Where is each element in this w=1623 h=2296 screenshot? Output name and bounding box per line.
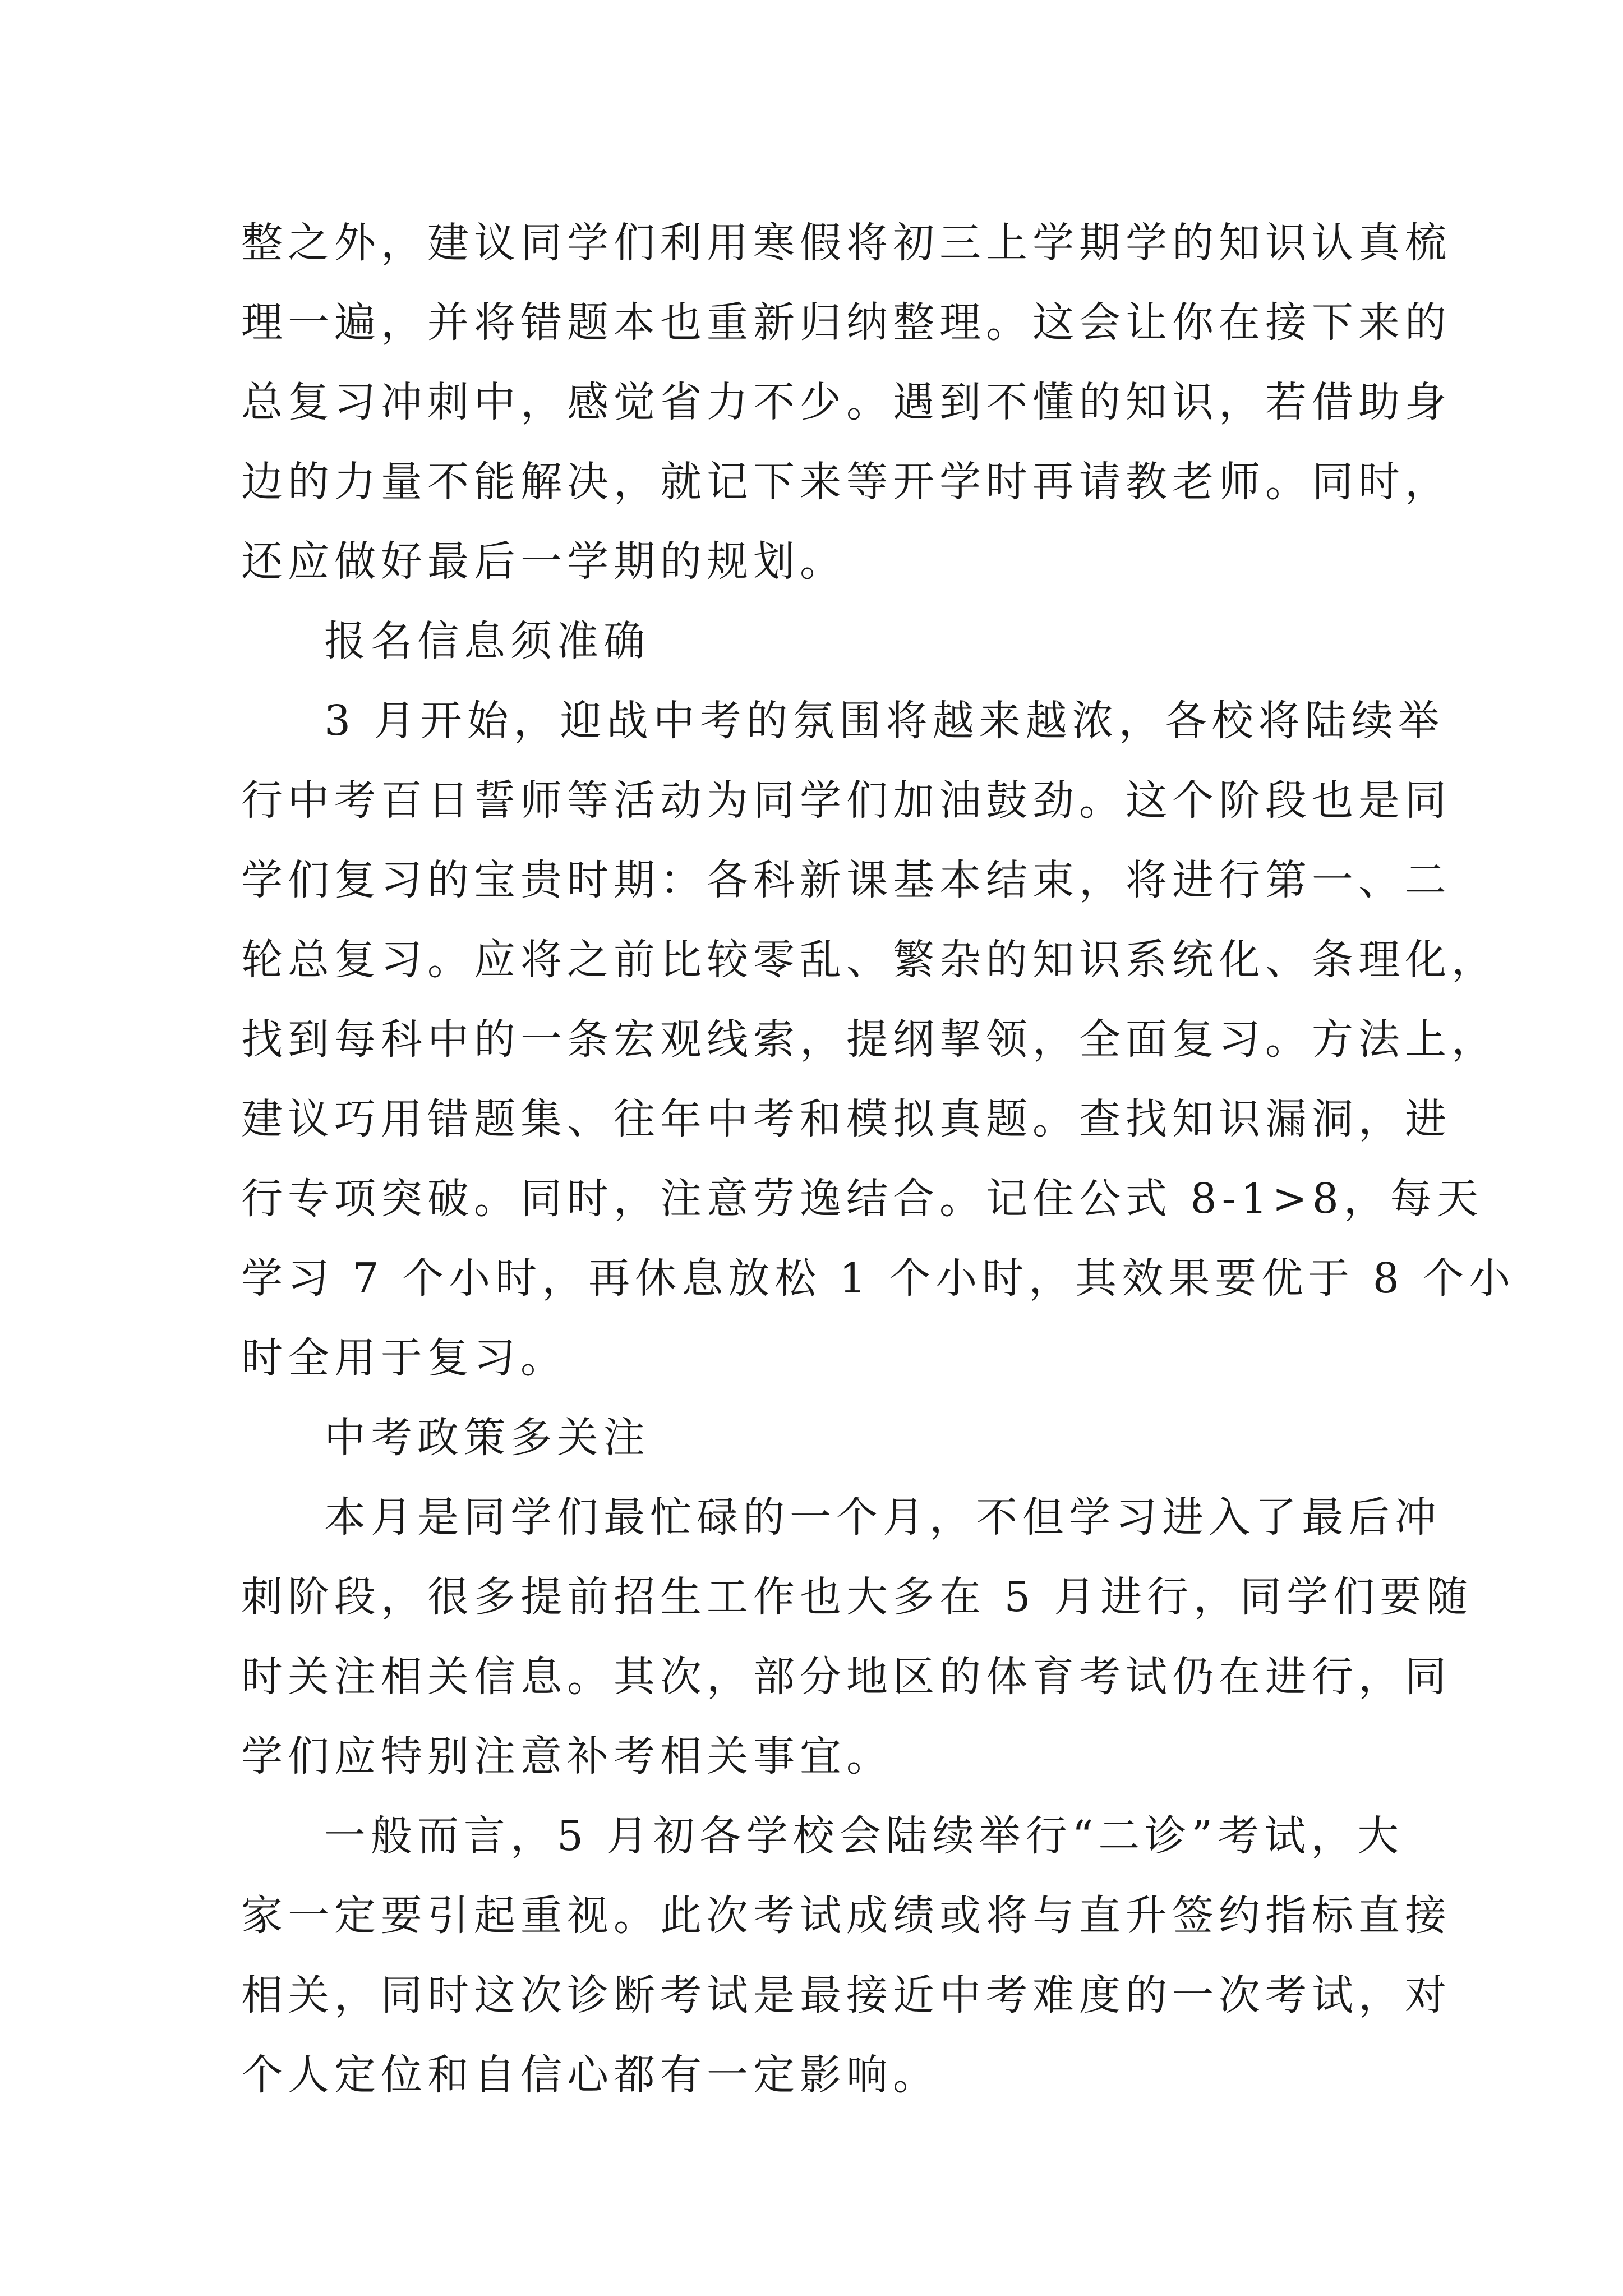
- text-line: 相关，同时这次诊断考试是最接近中考难度的一次考试，对: [241, 1971, 1451, 2019]
- paragraph-second-diagnostic: [241, 1796, 1451, 2115]
- section-heading-policy: [241, 1398, 1396, 1478]
- section-heading-registration: [241, 601, 1396, 681]
- heading-text: 报名信息须准确: [324, 617, 650, 665]
- text-line: 刺阶段，很多提前招生工作也大多在 5 月进行，同学们要随: [241, 1573, 1473, 1621]
- paragraph-march: [241, 681, 1516, 1398]
- text-line: 理一遍，并将错题本也重新归纳整理。这会让你在接下来的: [241, 298, 1451, 347]
- text-line: 整之外，建议同学们利用寒假将初三上学期学的知识认真梳: [241, 219, 1451, 267]
- text-line: 行中考百日誓师等活动为同学们加油鼓劲。这个阶段也是同: [241, 776, 1451, 825]
- text-line: 学们复习的宝贵时期：各科新课基本结束，将进行第一、二: [241, 856, 1451, 904]
- text-line: 家一定要引起重视。此次考试成绩或将与直升签约指标直接: [241, 1892, 1451, 1940]
- text-line: 时全用于复习。: [241, 1334, 567, 1382]
- text-line: 3 月开始，迎战中考的氛围将越来越浓，各校将陆续举: [324, 697, 1445, 745]
- text-line: 找到每科中的一条宏观线索，提纲挈领，全面复习。方法上，: [241, 1015, 1498, 1064]
- text-line: 总复习冲刺中，感觉省力不少。遇到不懂的知识，若借助身: [241, 378, 1451, 426]
- heading-text: 中考政策多关注: [324, 1414, 650, 1462]
- text-line: 本月是同学们最忙碌的一个月，不但学习进入了最后冲: [324, 1493, 1441, 1542]
- text-line: 个人定位和自信心都有一定影响。: [241, 2051, 939, 2099]
- document-body: [241, 203, 1516, 2115]
- text-line: 还应做好最后一学期的规划。: [241, 537, 846, 586]
- text-line: 建议巧用错题集、往年中考和模拟真题。查找知识漏洞，进: [241, 1095, 1451, 1143]
- text-line: 行专项突破。同时，注意劳逸结合。记住公式 8-1>8，每天: [241, 1175, 1483, 1223]
- text-line: 边的力量不能解决，就记下来等开学时再请教老师。同时，: [241, 458, 1451, 506]
- text-line: 时关注相关信息。其次，部分地区的体育考试仍在进行，同: [241, 1653, 1451, 1701]
- text-line: 一般而言，5 月初各学校会陆续举行“二诊”考试，大: [324, 1812, 1404, 1860]
- text-line: 轮总复习。应将之前比较零乱、繁杂的知识系统化、条理化，: [241, 936, 1498, 984]
- paragraph-continuation: [241, 203, 1451, 601]
- text-line: 学们应特别注意补考相关事宜。: [241, 1732, 893, 1780]
- text-line: 学习 7 个小时，再休息放松 1 个小时，其效果要优于 8 个小: [241, 1254, 1516, 1303]
- paragraph-may: [241, 1478, 1473, 1796]
